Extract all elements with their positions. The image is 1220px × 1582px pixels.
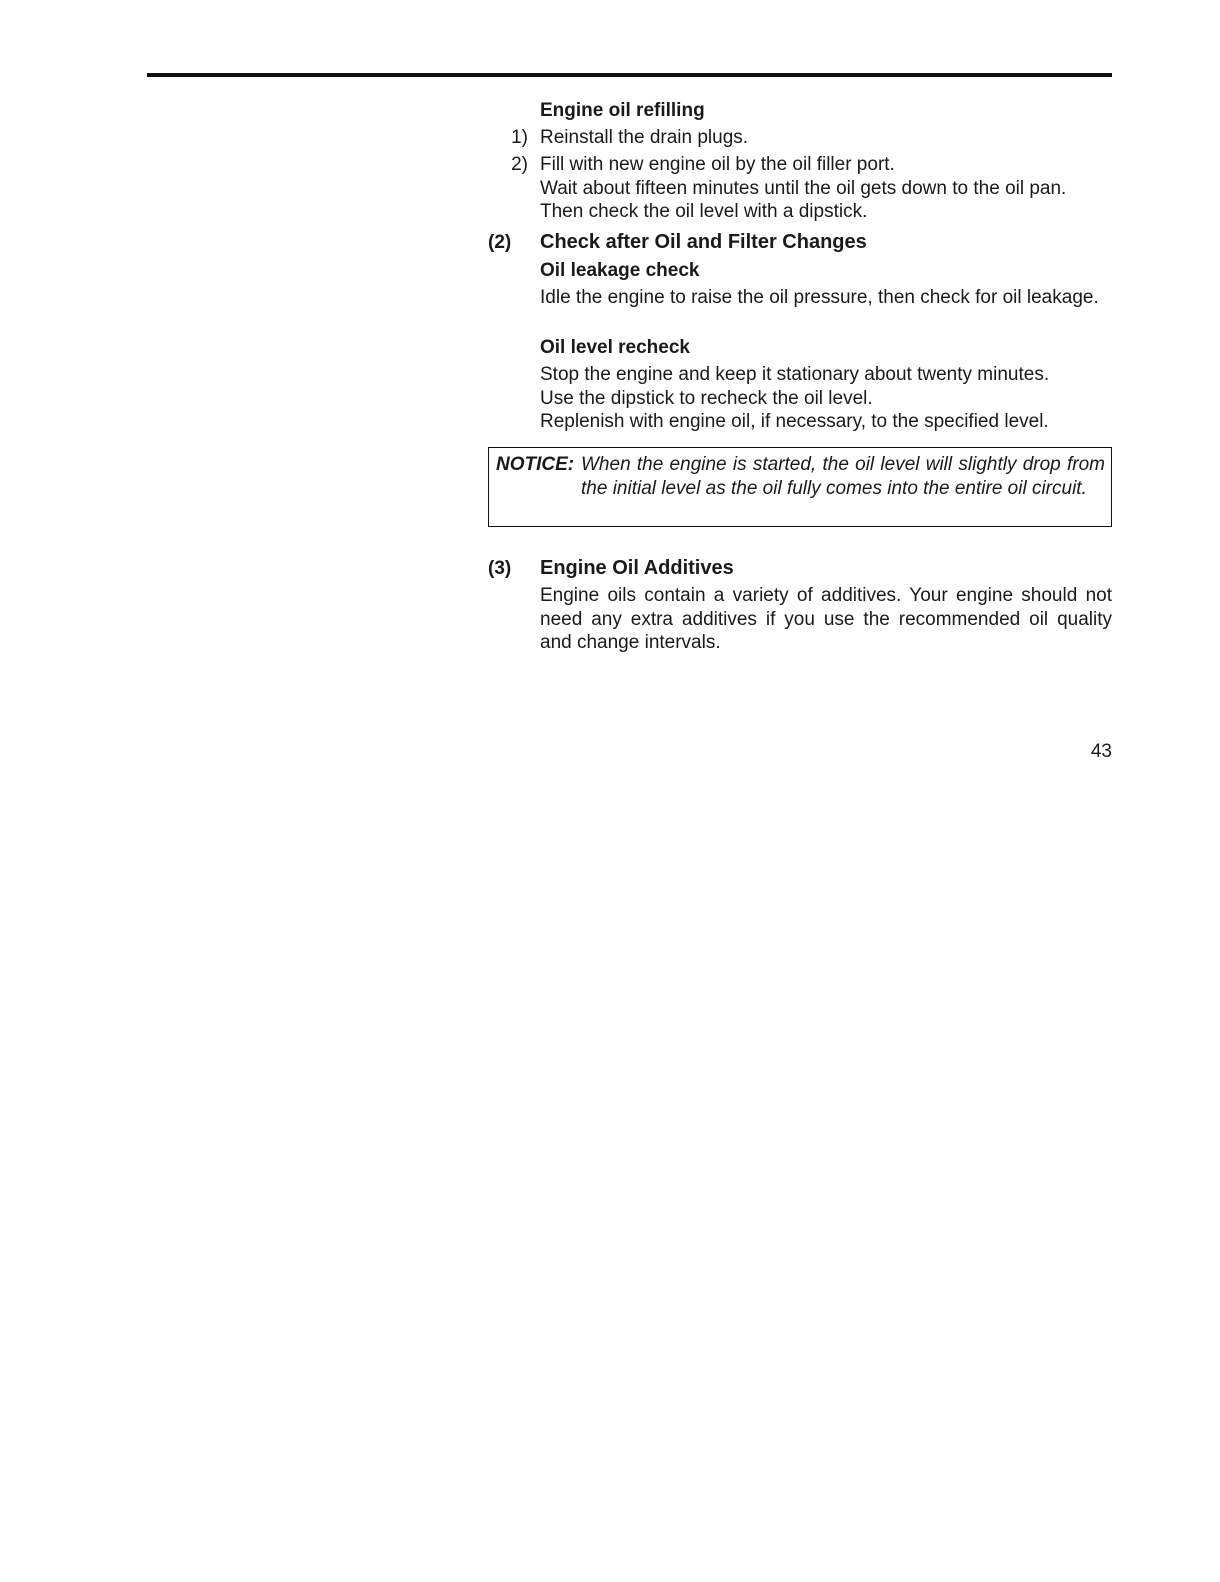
notice-box xyxy=(488,447,1112,527)
section-number: (3) xyxy=(488,558,512,579)
step-number: 2) xyxy=(511,154,528,175)
recheck-heading: Oil level recheck xyxy=(540,337,690,358)
recheck-line: Stop the engine and keep it stationary about twenty minutes. xyxy=(540,364,1050,385)
step-text: Reinstall the drain plugs. xyxy=(540,127,749,148)
notice-text: When the engine is started, the oil level will slightly drop from the initial level as the oil fully comes into the entire oil circuit. xyxy=(581,454,1105,499)
leakage-heading: Oil leakage check xyxy=(540,260,700,281)
section-number: (2) xyxy=(488,232,512,253)
recheck-text xyxy=(540,363,1112,434)
step-number: 1) xyxy=(511,127,528,148)
list-item xyxy=(488,153,1112,224)
section-heading xyxy=(488,557,1112,581)
section-heading xyxy=(488,231,1112,255)
recheck-line: Use the dipstick to recheck the oil level. xyxy=(540,387,873,409)
section-title: Engine Oil Additives xyxy=(540,557,734,579)
list-item xyxy=(488,126,1112,150)
section-title: Check after Oil and Filter Changes xyxy=(540,231,867,253)
step-text-line: Wait about fifteen minutes until the oil gets down to the oil pan. xyxy=(540,177,1067,199)
top-rule xyxy=(147,73,1112,77)
recheck-line: Replenish with engine oil, if necessary, to the specified level. xyxy=(540,411,1049,432)
leakage-text: Idle the engine to raise the oil pressure, then check for oil leakage. xyxy=(540,287,1099,308)
page-number: 43 xyxy=(1090,741,1112,762)
step-text-line: Then check the oil level with a dipstick. xyxy=(540,201,868,222)
refilling-heading: Engine oil refilling xyxy=(540,100,705,121)
additives-text: Engine oils contain a variety of additives. Your engine should not need any extra additives if you use the recommended oil quality and change intervals. xyxy=(540,585,1112,653)
step-text-line: Fill with new engine oil by the oil filler port. xyxy=(540,154,895,175)
notice-label: NOTICE: xyxy=(496,454,575,475)
